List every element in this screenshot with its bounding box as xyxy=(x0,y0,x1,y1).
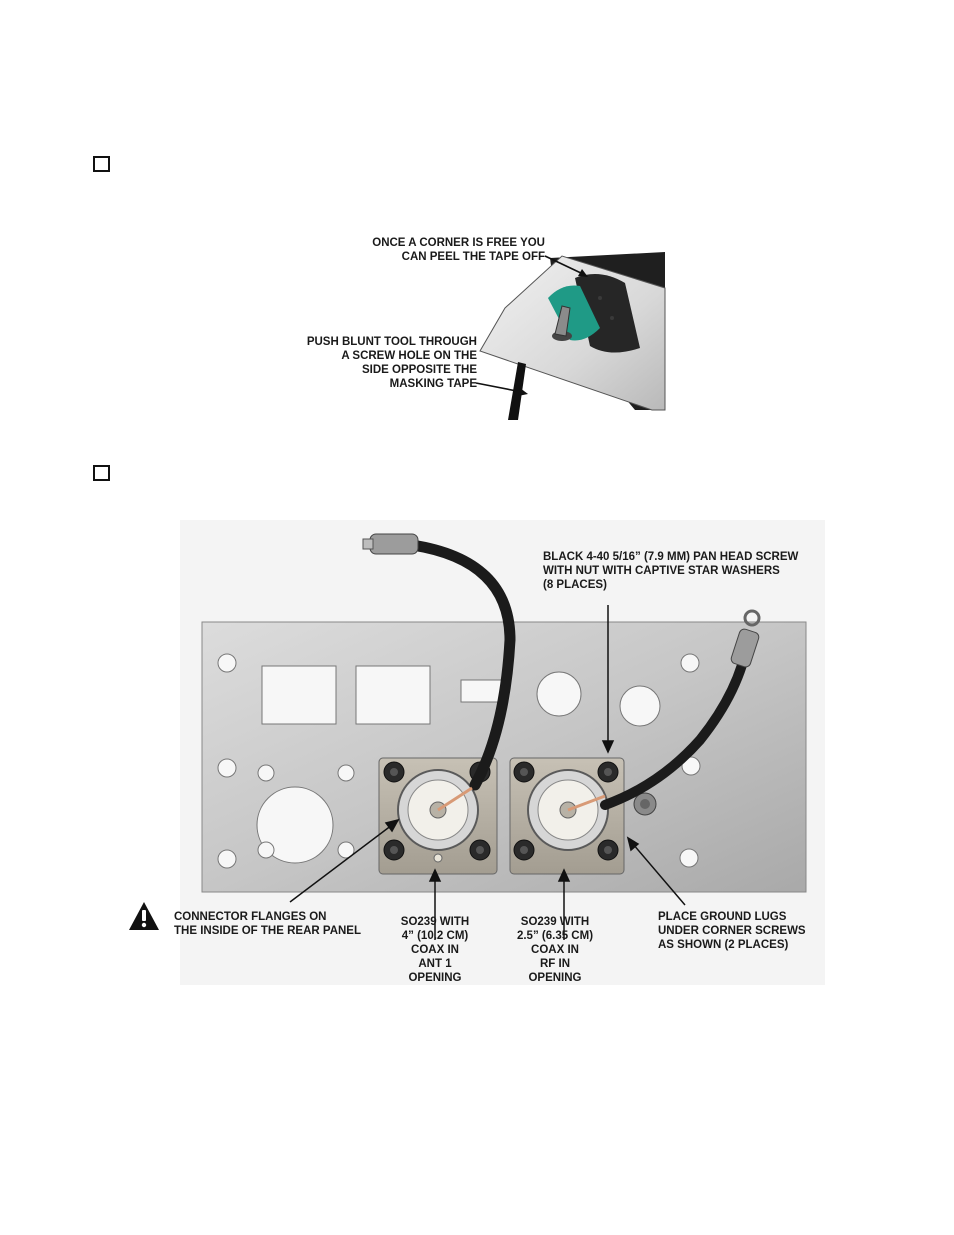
callout-line: PLACE GROUND LUGS xyxy=(658,911,787,923)
callout-line: (8 PLACES) xyxy=(543,579,607,591)
callout-line: BLACK 4-40 5/16” (7.9 MM) PAN HEAD SCREW xyxy=(543,551,799,563)
callout-line: SO239 WITH xyxy=(520,916,590,928)
step-2-checkbox[interactable] xyxy=(93,465,110,481)
callout-line: CONNECTOR FLANGES ON xyxy=(174,911,327,923)
callout-line: A SCREW HOLE ON THE xyxy=(341,350,477,362)
callout-connector-flanges xyxy=(174,910,384,938)
callout-line: COAX IN xyxy=(531,944,579,956)
callout-line: UNDER CORNER SCREWS xyxy=(658,925,806,937)
callout-rfin-connector xyxy=(500,915,610,985)
callout-line: COAX IN xyxy=(411,944,459,956)
callout-line: ONCE A CORNER IS FREE YOU xyxy=(372,237,545,249)
callout-line: SIDE OPPOSITE THE xyxy=(361,364,477,376)
callout-line: 4” (10.2 CM) xyxy=(401,930,469,942)
callout-line: RF IN xyxy=(539,958,571,970)
callout-line: CAN PEEL THE TAPE OFF xyxy=(401,251,545,263)
warning-icon xyxy=(128,901,160,931)
callout-line: PUSH BLUNT TOOL THROUGH xyxy=(306,336,477,348)
callout-peel-tape xyxy=(300,236,545,264)
callout-blunt-tool xyxy=(250,335,477,391)
callout-ground-lugs xyxy=(658,910,838,952)
callout-line: THE INSIDE OF THE REAR PANEL xyxy=(174,925,361,937)
callout-ant1-connector xyxy=(380,915,490,985)
callout-line: MASKING TAPE xyxy=(389,378,477,390)
callout-line: 2.5” (6.35 CM) xyxy=(516,930,594,942)
callout-pan-head-screw xyxy=(543,550,828,592)
callout-line: ANT 1 xyxy=(418,958,452,970)
callout-line: OPENING xyxy=(528,972,582,984)
callout-line: AS SHOWN (2 PLACES) xyxy=(658,939,789,951)
callout-line: OPENING xyxy=(408,972,462,984)
callout-line: SO239 WITH xyxy=(400,916,470,928)
callout-line: WITH NUT WITH CAPTIVE STAR WASHERS xyxy=(543,565,780,577)
step-1-checkbox[interactable] xyxy=(93,156,110,172)
